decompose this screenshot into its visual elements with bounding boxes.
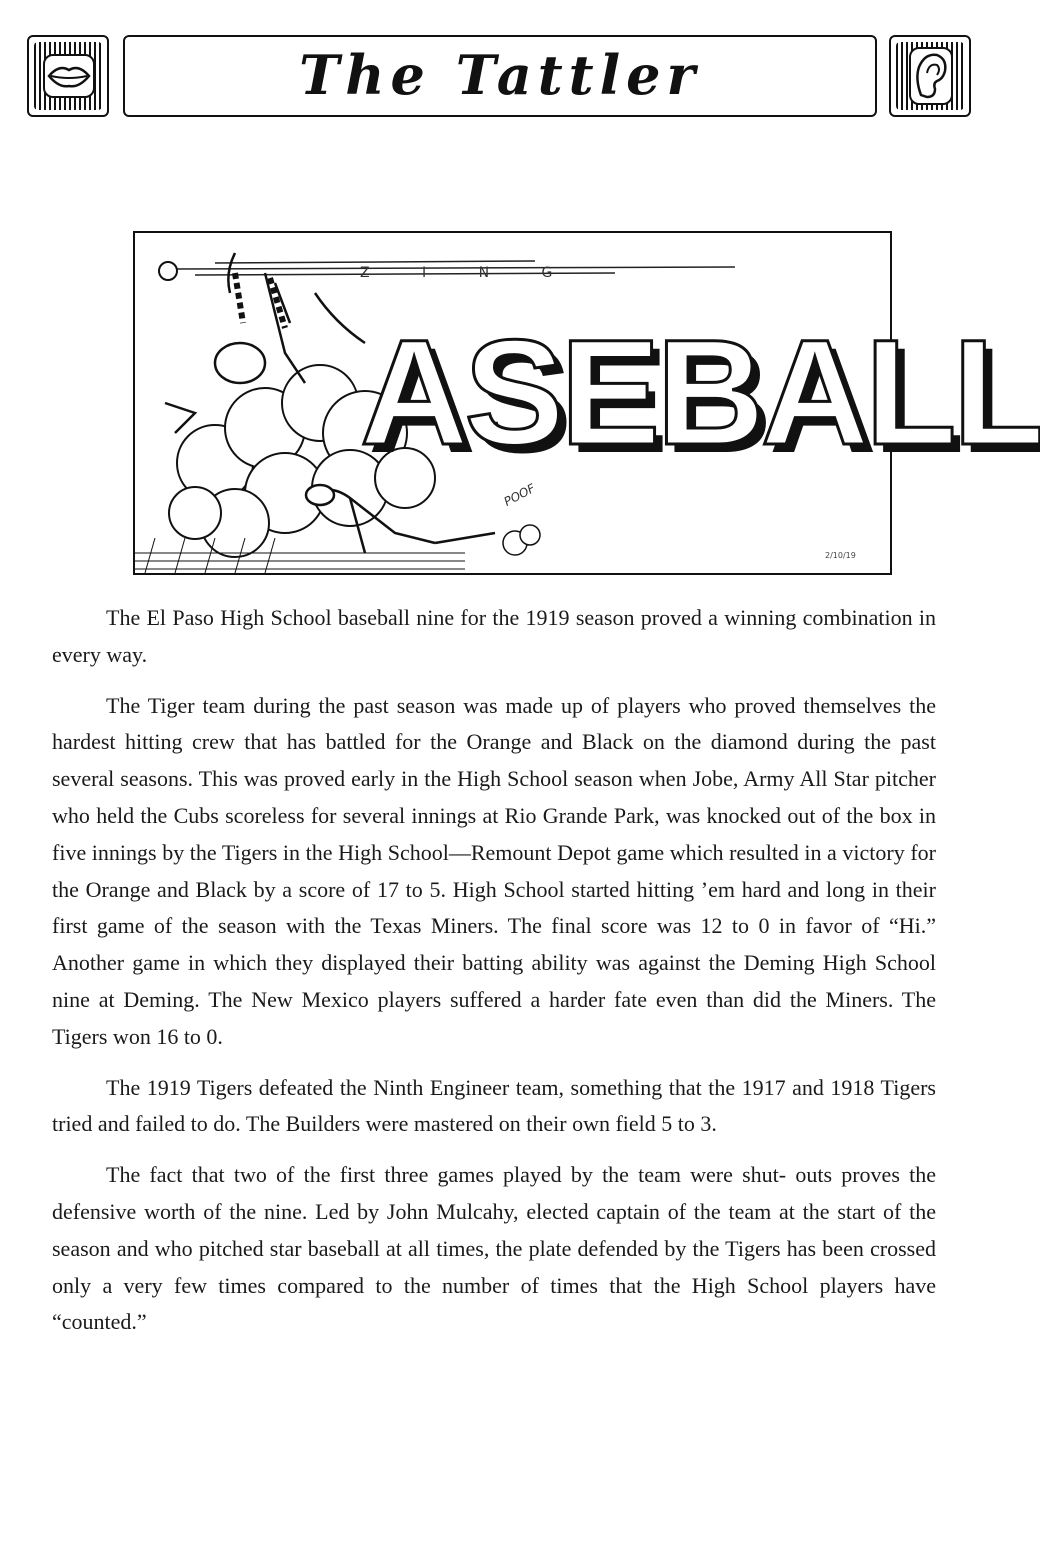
masthead-right-panel	[889, 35, 971, 117]
zing-label: Z I N G	[360, 265, 577, 281]
baseball-illustration	[133, 231, 1040, 575]
paragraph: The Tiger team during the past season was made up of players who proved themselves the hardest hitting crew that has battled for the Orange and Black on the diamond during the past several seasons. This was proved early in the High School season when Jobe, Army All Star pitcher who held the Cubs scoreless for several innings at Rio Grande Park, was knocked out of the box in five innings by the Tigers in the High School—Remount Depot game which resulted in a victory for the Orange and Black by a score of 17 to 5. High School started hitting ’em hard and long in their first game of the season with the Texas Miners. The final score was 12 to 0 in favor of “Hi.” Another game in which they displayed their batting ability was against the Deming High School nine at Deming. The New Mexico players suffered a harder fate even than did the Miners. The Tigers won 16 to 0.	[52, 692, 936, 1049]
lips-icon	[43, 54, 95, 98]
artist-signature: 2/10/19	[825, 551, 856, 560]
ear-icon	[909, 47, 953, 105]
paragraph: The 1919 Tigers defeated the Ninth Engineer team, something that the 1917 and 1918 Tigers tried and failed to do. The Builders were mastered on their own field 5 to 3.	[52, 1074, 936, 1137]
poof-label: POOF	[501, 481, 538, 509]
masthead-title: The Tattler	[299, 43, 701, 107]
paragraph: The El Paso High School baseball nine for the 1919 season proved a winning combination in every way.	[52, 605, 936, 667]
article-body	[52, 600, 936, 1355]
baseball-icon	[159, 262, 177, 280]
masthead-left-panel	[27, 35, 109, 117]
baseball-headline: ASEBALL	[360, 308, 1040, 476]
masthead-title-box	[123, 35, 877, 117]
paragraph: The fact that two of the first three games played by the team were shut- outs proves the defensive worth of the nine. Led by John Mulcahy, elected captain of the team at the start of the season and who pitched star baseball at all times, the plate defended by the Tigers has been crossed only a very few times compared to the number of times that the High School players have “counted.”	[52, 1162, 936, 1335]
